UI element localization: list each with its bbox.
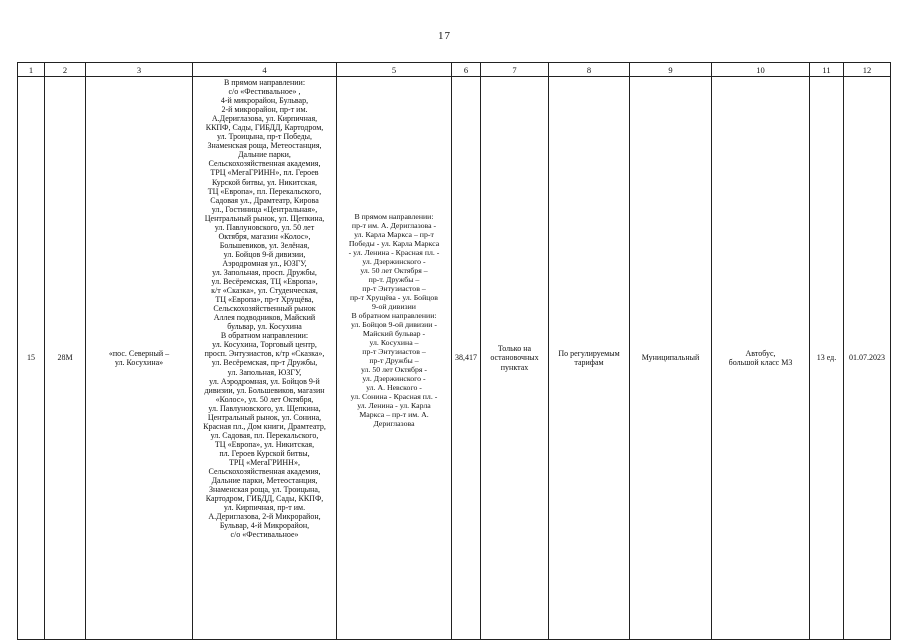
- route-registry-table: [17, 62, 891, 640]
- header-cell: 10: [712, 63, 810, 77]
- start-date-cell: 01.07.2023: [844, 77, 891, 640]
- roads-path-cell: В прямом направлении: пр-т им. А. Дериглазова - ул. Карла Маркса – пр-т Победы - ул. Карла Маркса - ул. Ленина - Красная пл. - ул. Дзержинского - ул. 50 лет Октября – пр-т. Дружбы – пр-т Энтузиастов – пр-т Хрущёва - ул. Бойцов 9-ой дивизии В обратном направлении: ул. Бойцов 9-ой дивизии - Майский бульвар - ул. Косухина – пр-т Энтузиастов – пр-т Дружбы – ул. 50 лет Октября - ул. Дзержинского - ул. А. Невского - ул. Сонина - Красная пл. - ул. Ленина - ул. Карла Маркса – пр-т им. А. Дериглазова: [337, 77, 452, 640]
- vehicle-type-cell: Автобус, большой класс М3: [712, 77, 810, 640]
- tariff-type-cell: По регулируемым тарифам: [549, 77, 630, 640]
- route-length-cell: 38,417: [452, 77, 481, 640]
- header-cell: 8: [549, 63, 630, 77]
- header-cell: 2: [45, 63, 86, 77]
- header-row: [18, 63, 891, 77]
- header-cell: 11: [810, 63, 844, 77]
- vehicle-count-cell: 13 ед.: [810, 77, 844, 640]
- header-cell: 6: [452, 63, 481, 77]
- header-cell: 4: [193, 63, 337, 77]
- page-number: 17: [438, 30, 451, 42]
- header-cell: 1: [18, 63, 45, 77]
- header-cell: 9: [630, 63, 712, 77]
- table-row: [18, 77, 891, 640]
- route-name-cell: «пос. Северный – ул. Косухина»: [86, 77, 193, 640]
- header-cell: 3: [86, 63, 193, 77]
- header-cell: 5: [337, 63, 452, 77]
- carrier-type-cell: Муниципальный: [630, 77, 712, 640]
- header-cell: 12: [844, 63, 891, 77]
- streets-path-cell: В прямом направлении: с/о «Фестивальное» , 4-й микрорайон, Бульвар, 2-й микрорайон, пр-т им. А.Дериглазова, ул. Кирпичная, ККПФ, Сады, ГИБДД, Картодром, ул. Троицына, пр-т Победы, Знаменская роща, Метеостанция, Дальние парки, Сельскохозяйственная академия, ТРЦ «МегаГРИНН», пл. Героев Курской битвы, ул. Никитская, ТЦ «Европа», пл. Перекальского, Садовая ул., Драмтеатр, Кирова ул., Гостиница «Центральная», Центральный рынок, ул. Щепкина, ул. Павлуновского, ул. 50 лет Октября, магазин «Колос», Большевиков, ул. Зелёная, ул. Бойцов 9-й дивизии, Аэродромная ул., ЮЗГУ, ул. Запольная, просп. Дружбы, ул. Весёремская, ТЦ «Европа», к/т «Сказка», ул. Студенческая, ТЦ «Европа», пр-т Хрущёва, Сельскохозяйственный рынок Аллея подводников, Майский бульвар, ул. Косухина В обратном направлении: ул. Косухина, Торговый центр, просп. Энтузиастов, к/тр «Сказка», ул. Весёремская, пр-т Дружбы, ул. Запольная, ЮЗГУ, ул. Аэродромная, ул. Бойцов 9-й дивизии, ул. Большевиков, магазин «Колос», ул. 50 лет Октября, ул. Павлуновского, ул. Щепкина, Центральный рынок, ул. Сонина, Красная пл., Дом книги, Драмтеатр, ул. Садовая, пл. Перекальского, ТЦ «Европа», ул. Никитская, пл. Героев Курской битвы, ТРЦ «МегаГРИНН», Сельскохозяйственная академия, Дальние парки, Метеостанция, Знаменская роща, ул. Троицына, Картодром, ГИБДД, Сады, ККПФ, ул. Кирпичная, пр-т им. А.Дериглазова, 2-й Микрорайон, Бульвар, 4-й Микрорайон, с/о «Фестивальное»: [193, 77, 337, 640]
- route-index-cell: 15: [18, 77, 45, 640]
- header-cell: 7: [481, 63, 549, 77]
- route-number-cell: 28М: [45, 77, 86, 640]
- stop-order-cell: Только на остановочных пунктах: [481, 77, 549, 640]
